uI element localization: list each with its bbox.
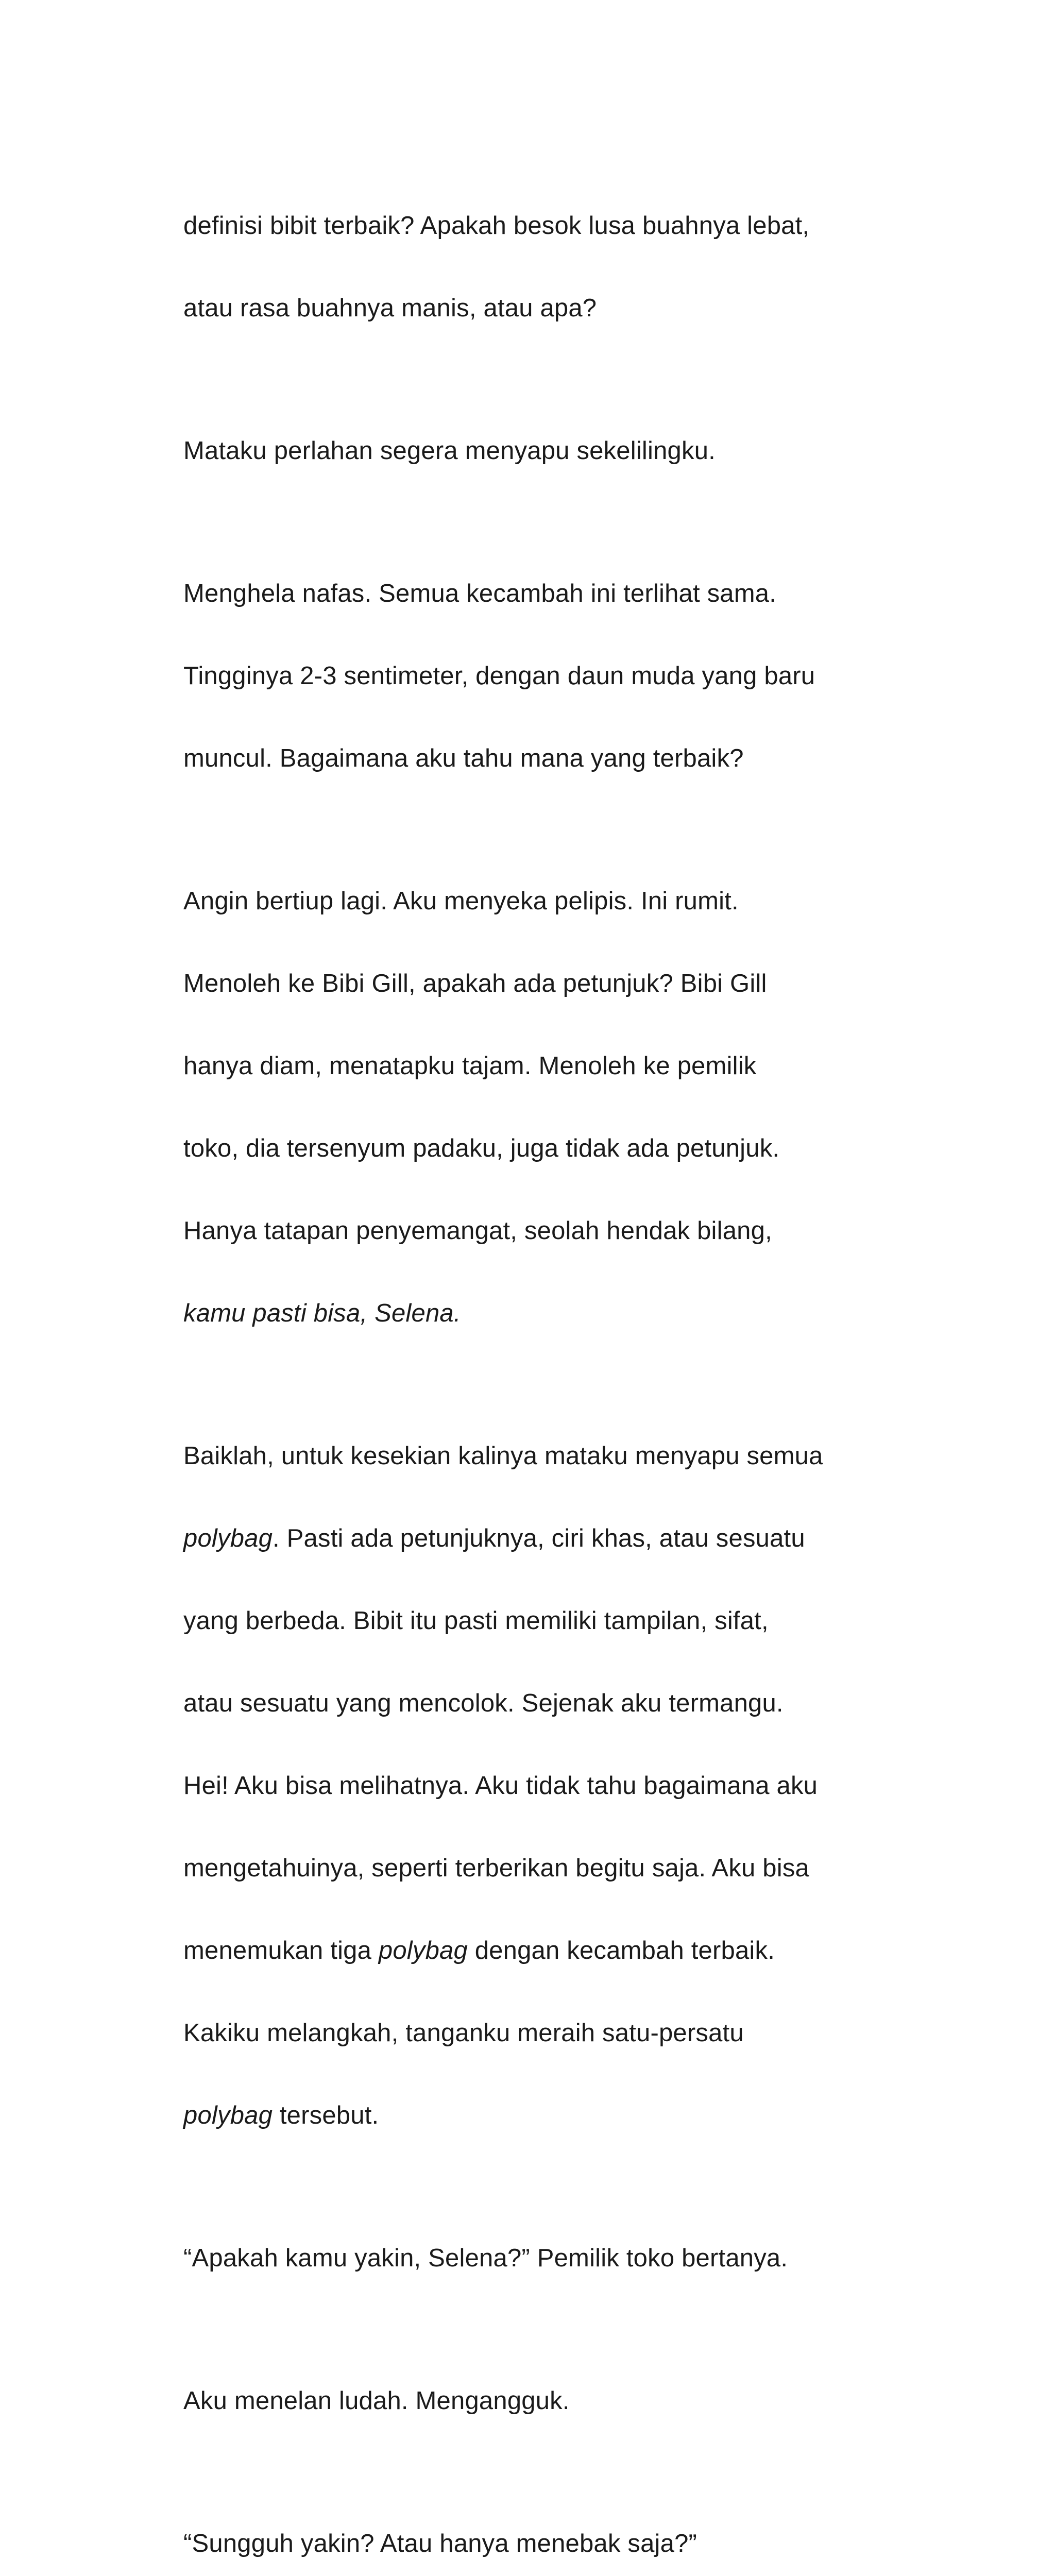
- text-line: Menghela nafas. Semua kecambah ini terlihat sama.: [183, 580, 777, 607]
- text-line: Tingginya 2-3 sentimeter, dengan daun muda yang baru: [183, 662, 815, 690]
- text-line: [183, 1930, 915, 1971]
- paragraph: [183, 2196, 915, 2320]
- paragraph: [183, 2482, 915, 2576]
- text-line: “Apakah kamu yakin, Selena?” Pemilik toko bertanya.: [183, 2244, 788, 2272]
- text-line: mengetahuinya, seperti terberikan begitu saja. Aku bisa: [183, 1854, 809, 1882]
- text-line: hanya diam, menatapku tajam. Menoleh ke pemilik: [183, 1052, 757, 1080]
- text-line: muncul. Bagaimana aku tahu mana yang terbaik?: [183, 744, 744, 772]
- paragraph: [183, 839, 915, 1375]
- text-line: toko, dia tersenyum padaku, juga tidak ada petunjuk.: [183, 1134, 780, 1162]
- text-line: yang berbeda. Bibit itu pasti memiliki tampilan, sifat,: [183, 1607, 769, 1635]
- text-line: “Sungguh yakin? Atau hanya menebak saja?”: [183, 2530, 697, 2557]
- text-line: Kakiku melangkah, tanganku meraih satu-persatu: [183, 2019, 744, 2047]
- book-page: [183, 164, 915, 2576]
- text-line: definisi bibit terbaik? Apakah besok lusa buahnya lebat,: [183, 212, 810, 240]
- italic-text: polybag: [183, 2102, 273, 2129]
- text-line: Menoleh ke Bibi Gill, apakah ada petunjuk? Bibi Gill: [183, 970, 767, 997]
- text-line: Aku menelan ludah. Mengangguk.: [183, 2387, 570, 2415]
- text-line: Mataku perlahan segera menyapu sekelilingku.: [183, 437, 716, 465]
- text-segment: dengan kecambah terbaik.: [467, 1937, 775, 1964]
- italic-text: polybag: [378, 1937, 468, 1964]
- text-line: Hei! Aku bisa melihatnya. Aku tidak tahu bagaimana aku: [183, 1772, 818, 1800]
- text-line: [183, 1518, 915, 1559]
- text-line: [183, 2095, 915, 2136]
- text-line: Hanya tatapan penyemangat, seolah hendak bilang,: [183, 1217, 772, 1245]
- text-segment: . Pasti ada petunjuknya, ciri khas, atau sesuatu: [273, 1524, 805, 1552]
- text-line: Angin bertiup lagi. Aku menyeka pelipis. Ini rumit.: [183, 887, 739, 915]
- text-line: atau sesuatu yang mencolok. Sejenak aku termangu.: [183, 1689, 784, 1717]
- italic-text: polybag: [183, 1524, 273, 1552]
- italic-text: kamu pasti bisa, Selena.: [183, 1299, 461, 1327]
- paragraph: [183, 164, 915, 370]
- paragraph: [183, 532, 915, 820]
- text-line: Baiklah, untuk kesekian kalinya mataku menyapu semua: [183, 1442, 823, 1470]
- paragraph: [183, 2339, 915, 2463]
- paragraph: [183, 389, 915, 513]
- text-line: atau rasa buahnya manis, atau apa?: [183, 294, 597, 322]
- text-segment: tersebut.: [273, 2102, 379, 2129]
- paragraph: [183, 1394, 915, 2177]
- text-line: [183, 1293, 915, 1334]
- text-segment: menemukan tiga: [183, 1937, 379, 1964]
